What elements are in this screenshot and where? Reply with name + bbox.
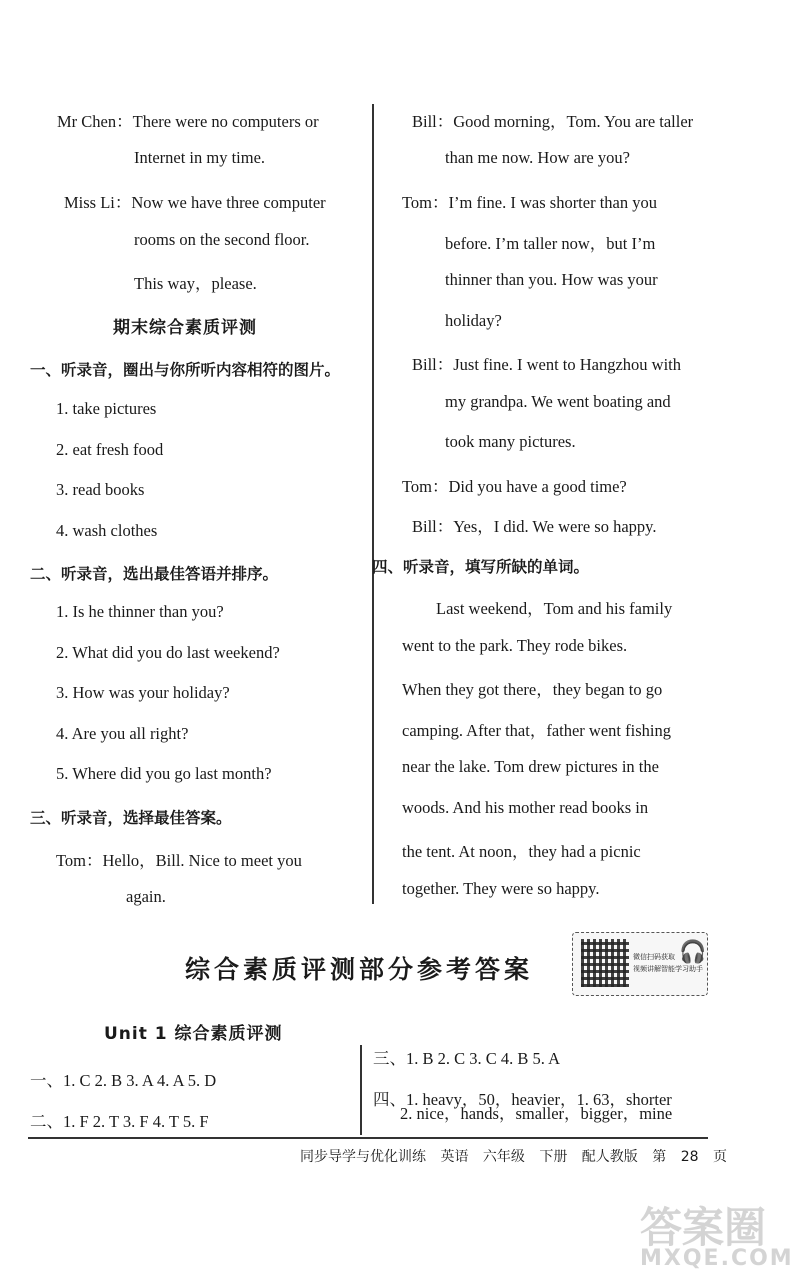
- dialog-line: thinner than you. How was your: [445, 270, 658, 289]
- qr-caption-line: 视频讲解智能学习助手: [633, 965, 703, 973]
- passage-line: near the lake. Tom drew pictures in the: [402, 757, 659, 776]
- section-title: 期末综合素质评测: [113, 318, 257, 338]
- dialog-line: Bill：Yes，I did. We were so happy.: [412, 517, 657, 536]
- passage-line: the tent. At noon，they had a picnic: [402, 842, 641, 861]
- part2-title: 二、听录音，选出最佳答语并排序。: [30, 565, 279, 583]
- list-item: 3. How was your holiday?: [56, 683, 230, 702]
- answer-line: 四、1. heavy，50，heavier，1. 63，shorter: [373, 1090, 672, 1109]
- dialog-line: Tom：Hello，Bill. Nice to meet you: [56, 851, 302, 870]
- passage-line: together. They were so happy.: [402, 879, 600, 898]
- column-divider: [372, 104, 374, 904]
- part4-title: 四、听录音，填写所缺的单词。: [372, 558, 590, 576]
- footer-rule: [28, 1137, 708, 1139]
- answer-line: 三、1. B 2. C 3. C 4. B 5. A: [373, 1049, 561, 1068]
- passage-line: When they got there，they began to go: [402, 680, 663, 699]
- list-item: 4. Are you all right?: [56, 724, 189, 743]
- qr-code[interactable]: [581, 939, 629, 987]
- qr-code-box[interactable]: [572, 932, 708, 996]
- dialog-line: before. I’m taller now，but I’m: [445, 234, 656, 253]
- answer-divider: [360, 1045, 362, 1135]
- passage-line: Last weekend，Tom and his family: [436, 599, 673, 618]
- dialog-line: Bill：Good morning，Tom. You are taller: [412, 112, 694, 131]
- passage-line: camping. After that，father went fishing: [402, 721, 671, 740]
- list-item: 4. wash clothes: [56, 521, 158, 540]
- list-item: 1. take pictures: [56, 399, 157, 418]
- unit-title: Unit 1 综合素质评测: [104, 1024, 283, 1044]
- watermark-url: MXQE.COM: [640, 1246, 794, 1271]
- dialog-line: Bill：Just fine. I went to Hangzhou with: [412, 355, 682, 374]
- part1-title: 一、听录音，圈出与你所听内容相符的图片。: [30, 361, 341, 379]
- part3-title: 三、听录音，选择最佳答案。: [30, 809, 232, 827]
- watermark-logo: 答案圈: [640, 1203, 767, 1252]
- dialog-line: This way，please.: [134, 274, 257, 293]
- list-item: 2. eat fresh food: [56, 440, 164, 459]
- dialog-line: my grandpa. We went boating and: [445, 392, 671, 411]
- dialog-line: than me now. How are you?: [445, 148, 630, 167]
- headset-icon: 🎧: [679, 939, 707, 964]
- dialog-line: rooms on the second floor.: [134, 230, 310, 249]
- passage-line: woods. And his mother read books in: [402, 798, 649, 817]
- list-item: 5. Where did you go last month?: [56, 764, 272, 783]
- passage-line: went to the park. They rode bikes.: [402, 636, 628, 655]
- dialog-line: Mr Chen：There were no computers or: [57, 112, 319, 131]
- list-item: 3. read books: [56, 480, 145, 499]
- answer-line: 2. nice，hands，smaller，bigger，mine: [400, 1104, 673, 1123]
- answer-line: 二、1. F 2. T 3. F 4. T 5. F: [30, 1112, 209, 1131]
- qr-caption-line: 微信扫码获取: [633, 953, 675, 961]
- dialog-line: took many pictures.: [445, 432, 576, 451]
- dialog-line: again.: [126, 887, 166, 906]
- answer-key-title: 综合素质评测部分参考答案: [185, 955, 534, 984]
- list-item: 1. Is he thinner than you?: [56, 602, 224, 621]
- answer-line: 一、1. C 2. B 3. A 4. A 5. D: [30, 1071, 217, 1090]
- page-footer: 同步导学与优化训练 英语 六年级 下册 配人教版 第 28 页: [300, 1149, 727, 1165]
- dialog-line: Internet in my time.: [134, 148, 266, 167]
- dialog-line: Tom：I’m fine. I was shorter than you: [402, 193, 657, 212]
- dialog-line: holiday?: [445, 311, 502, 330]
- list-item: 2. What did you do last weekend?: [56, 643, 280, 662]
- dialog-line: Tom：Did you have a good time?: [402, 477, 627, 496]
- dialog-line: Miss Li：Now we have three computer: [64, 193, 326, 212]
